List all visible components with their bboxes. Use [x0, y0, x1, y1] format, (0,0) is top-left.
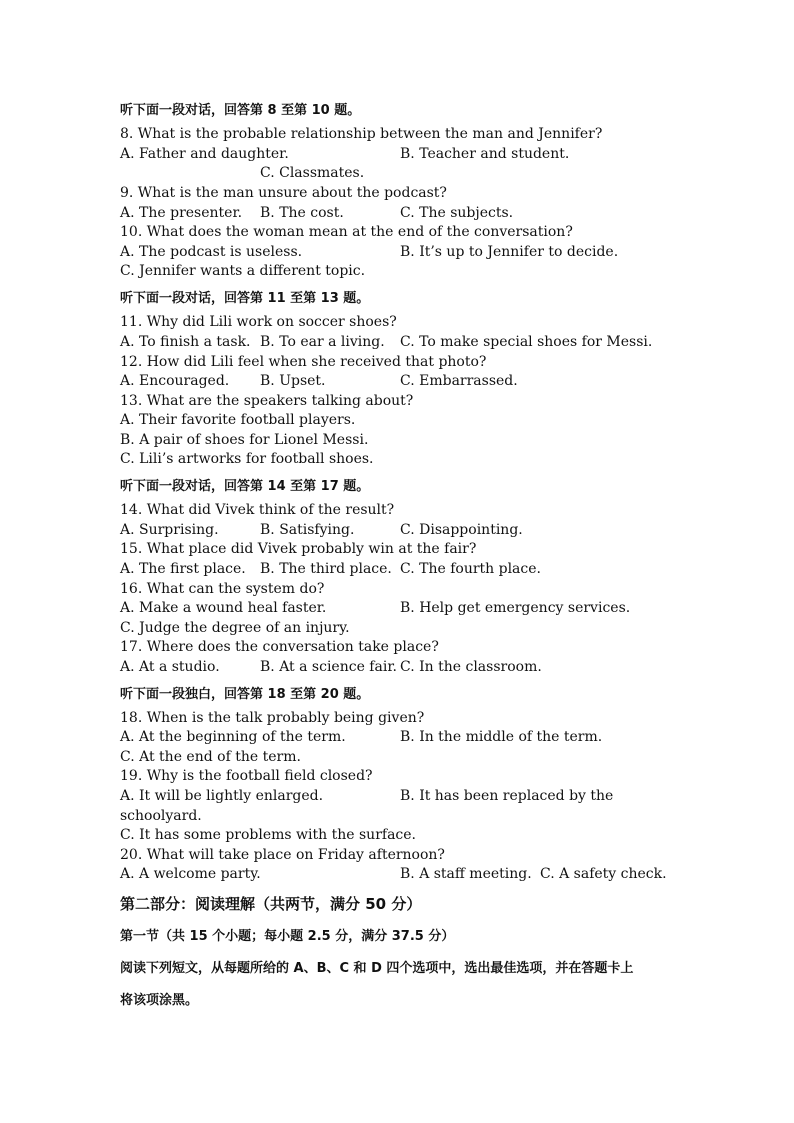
option-b: B. Help get emergency services. — [400, 600, 631, 616]
question-17-options — [120, 658, 542, 677]
question-19: 19. Why is the football field closed? — [120, 768, 373, 784]
option-a: A. The first place. — [120, 561, 246, 577]
question-13-option-c: C. Lili’s artworks for football shoes. — [120, 451, 374, 467]
question-8-options — [120, 145, 570, 164]
option-b: B. A staff meeting. — [400, 866, 532, 882]
question-20-options — [120, 865, 667, 884]
question-12: 12. How did Lili feel when she received that photo? — [120, 354, 487, 370]
option-b: B. In the middle of the term. — [400, 729, 603, 745]
question-10-options — [120, 243, 619, 262]
option-a: A. Encouraged. — [120, 373, 230, 389]
option-b: B. To ear a living. — [260, 334, 385, 350]
question-13-option-b: B. A pair of shoes for Lionel Messi. — [120, 432, 369, 448]
question-14: 14. What did Vivek think of the result? — [120, 502, 395, 518]
question-16-options — [120, 599, 631, 618]
part-two-heading: 第二部分：阅读理解（共两节，满分 50 分） — [120, 895, 422, 913]
option-a: A. Surprising. — [120, 522, 219, 538]
question-11: 11. Why did Lili work on soccer shoes? — [120, 314, 397, 330]
option-b: B. Upset. — [260, 373, 326, 389]
reading-instructions-line-2: 将该项涂黑。 — [120, 993, 199, 1008]
question-9: 9. What is the man unsure about the podcast? — [120, 185, 447, 201]
section-header-11-13: 听下面一段对话，回答第 11 至第 13 题。 — [120, 291, 370, 306]
question-8-option-c: C. Classmates. — [260, 165, 365, 181]
question-15-options — [120, 560, 541, 579]
question-18: 18. When is the talk probably being given? — [120, 710, 425, 726]
question-16: 16. What can the system do? — [120, 581, 325, 597]
option-b: B. Satisfying. — [260, 522, 355, 538]
option-b: B. At a science fair. — [260, 659, 397, 675]
question-13-option-a: A. Their favorite football players. — [120, 412, 356, 428]
option-b: B. The cost. — [260, 205, 344, 221]
question-18-options — [120, 728, 603, 747]
question-12-options — [120, 372, 518, 391]
option-a: A. At the beginning of the term. — [120, 729, 346, 745]
question-19-option-c: C. It has some problems with the surface. — [120, 827, 416, 843]
question-13: 13. What are the speakers talking about? — [120, 393, 414, 409]
reading-instructions-line-1: 阅读下列短文，从每题所给的 A、B、C 和 D 四个选项中，选出最佳选项，并在答题卡上 — [120, 961, 634, 976]
question-18-option-c: C. At the end of the term. — [120, 749, 301, 765]
option-c: C. A safety check. — [540, 866, 667, 882]
option-a: A. A welcome party. — [120, 866, 261, 882]
option-a: A. The podcast is useless. — [120, 244, 303, 260]
option-c: C. The fourth place. — [400, 561, 541, 577]
option-a: A. The presenter. — [120, 205, 243, 221]
option-a: A. To finish a task. — [120, 334, 251, 350]
option-c: C. In the classroom. — [400, 659, 542, 675]
question-20: 20. What will take place on Friday afternoon? — [120, 847, 445, 863]
question-14-options — [120, 521, 523, 540]
question-15: 15. What place did Vivek probably win at the fair? — [120, 541, 477, 557]
option-a: A. At a studio. — [120, 659, 220, 675]
option-c: C. To make special shoes for Messi. — [400, 334, 653, 350]
question-8: 8. What is the probable relationship between the man and Jennifer? — [120, 126, 603, 142]
option-a: A. It will be lightly enlarged. — [120, 788, 324, 804]
question-16-option-c: C. Judge the degree of an injury. — [120, 620, 350, 636]
question-11-options — [120, 333, 653, 352]
option-b: B. It’s up to Jennifer to decide. — [400, 244, 619, 260]
option-c: C. The subjects. — [400, 205, 514, 221]
question-19-options — [120, 787, 614, 806]
question-17: 17. Where does the conversation take place? — [120, 639, 439, 655]
question-10-option-c: C. Jennifer wants a different topic. — [120, 263, 366, 279]
section-header-8-10: 听下面一段对话，回答第 8 至第 10 题。 — [120, 103, 361, 118]
option-b: B. It has been replaced by the — [400, 788, 614, 804]
question-9-options — [120, 204, 514, 223]
option-c: C. Embarrassed. — [400, 373, 518, 389]
option-b: B. Teacher and student. — [400, 146, 570, 162]
question-19-option-b-continued: schoolyard. — [120, 808, 202, 824]
question-10: 10. What does the woman mean at the end of the conversation? — [120, 224, 573, 240]
section-header-18-20: 听下面一段独白，回答第 18 至第 20 题。 — [120, 687, 370, 702]
option-c: C. Disappointing. — [400, 522, 523, 538]
option-b: B. The third place. — [260, 561, 392, 577]
option-a: A. Make a wound heal faster. — [120, 600, 327, 616]
option-a: A. Father and daughter. — [120, 146, 289, 162]
section-one-heading: 第一节（共 15 个小题；每小题 2.5 分，满分 37.5 分） — [120, 929, 455, 944]
section-header-14-17: 听下面一段对话，回答第 14 至第 17 题。 — [120, 479, 370, 494]
